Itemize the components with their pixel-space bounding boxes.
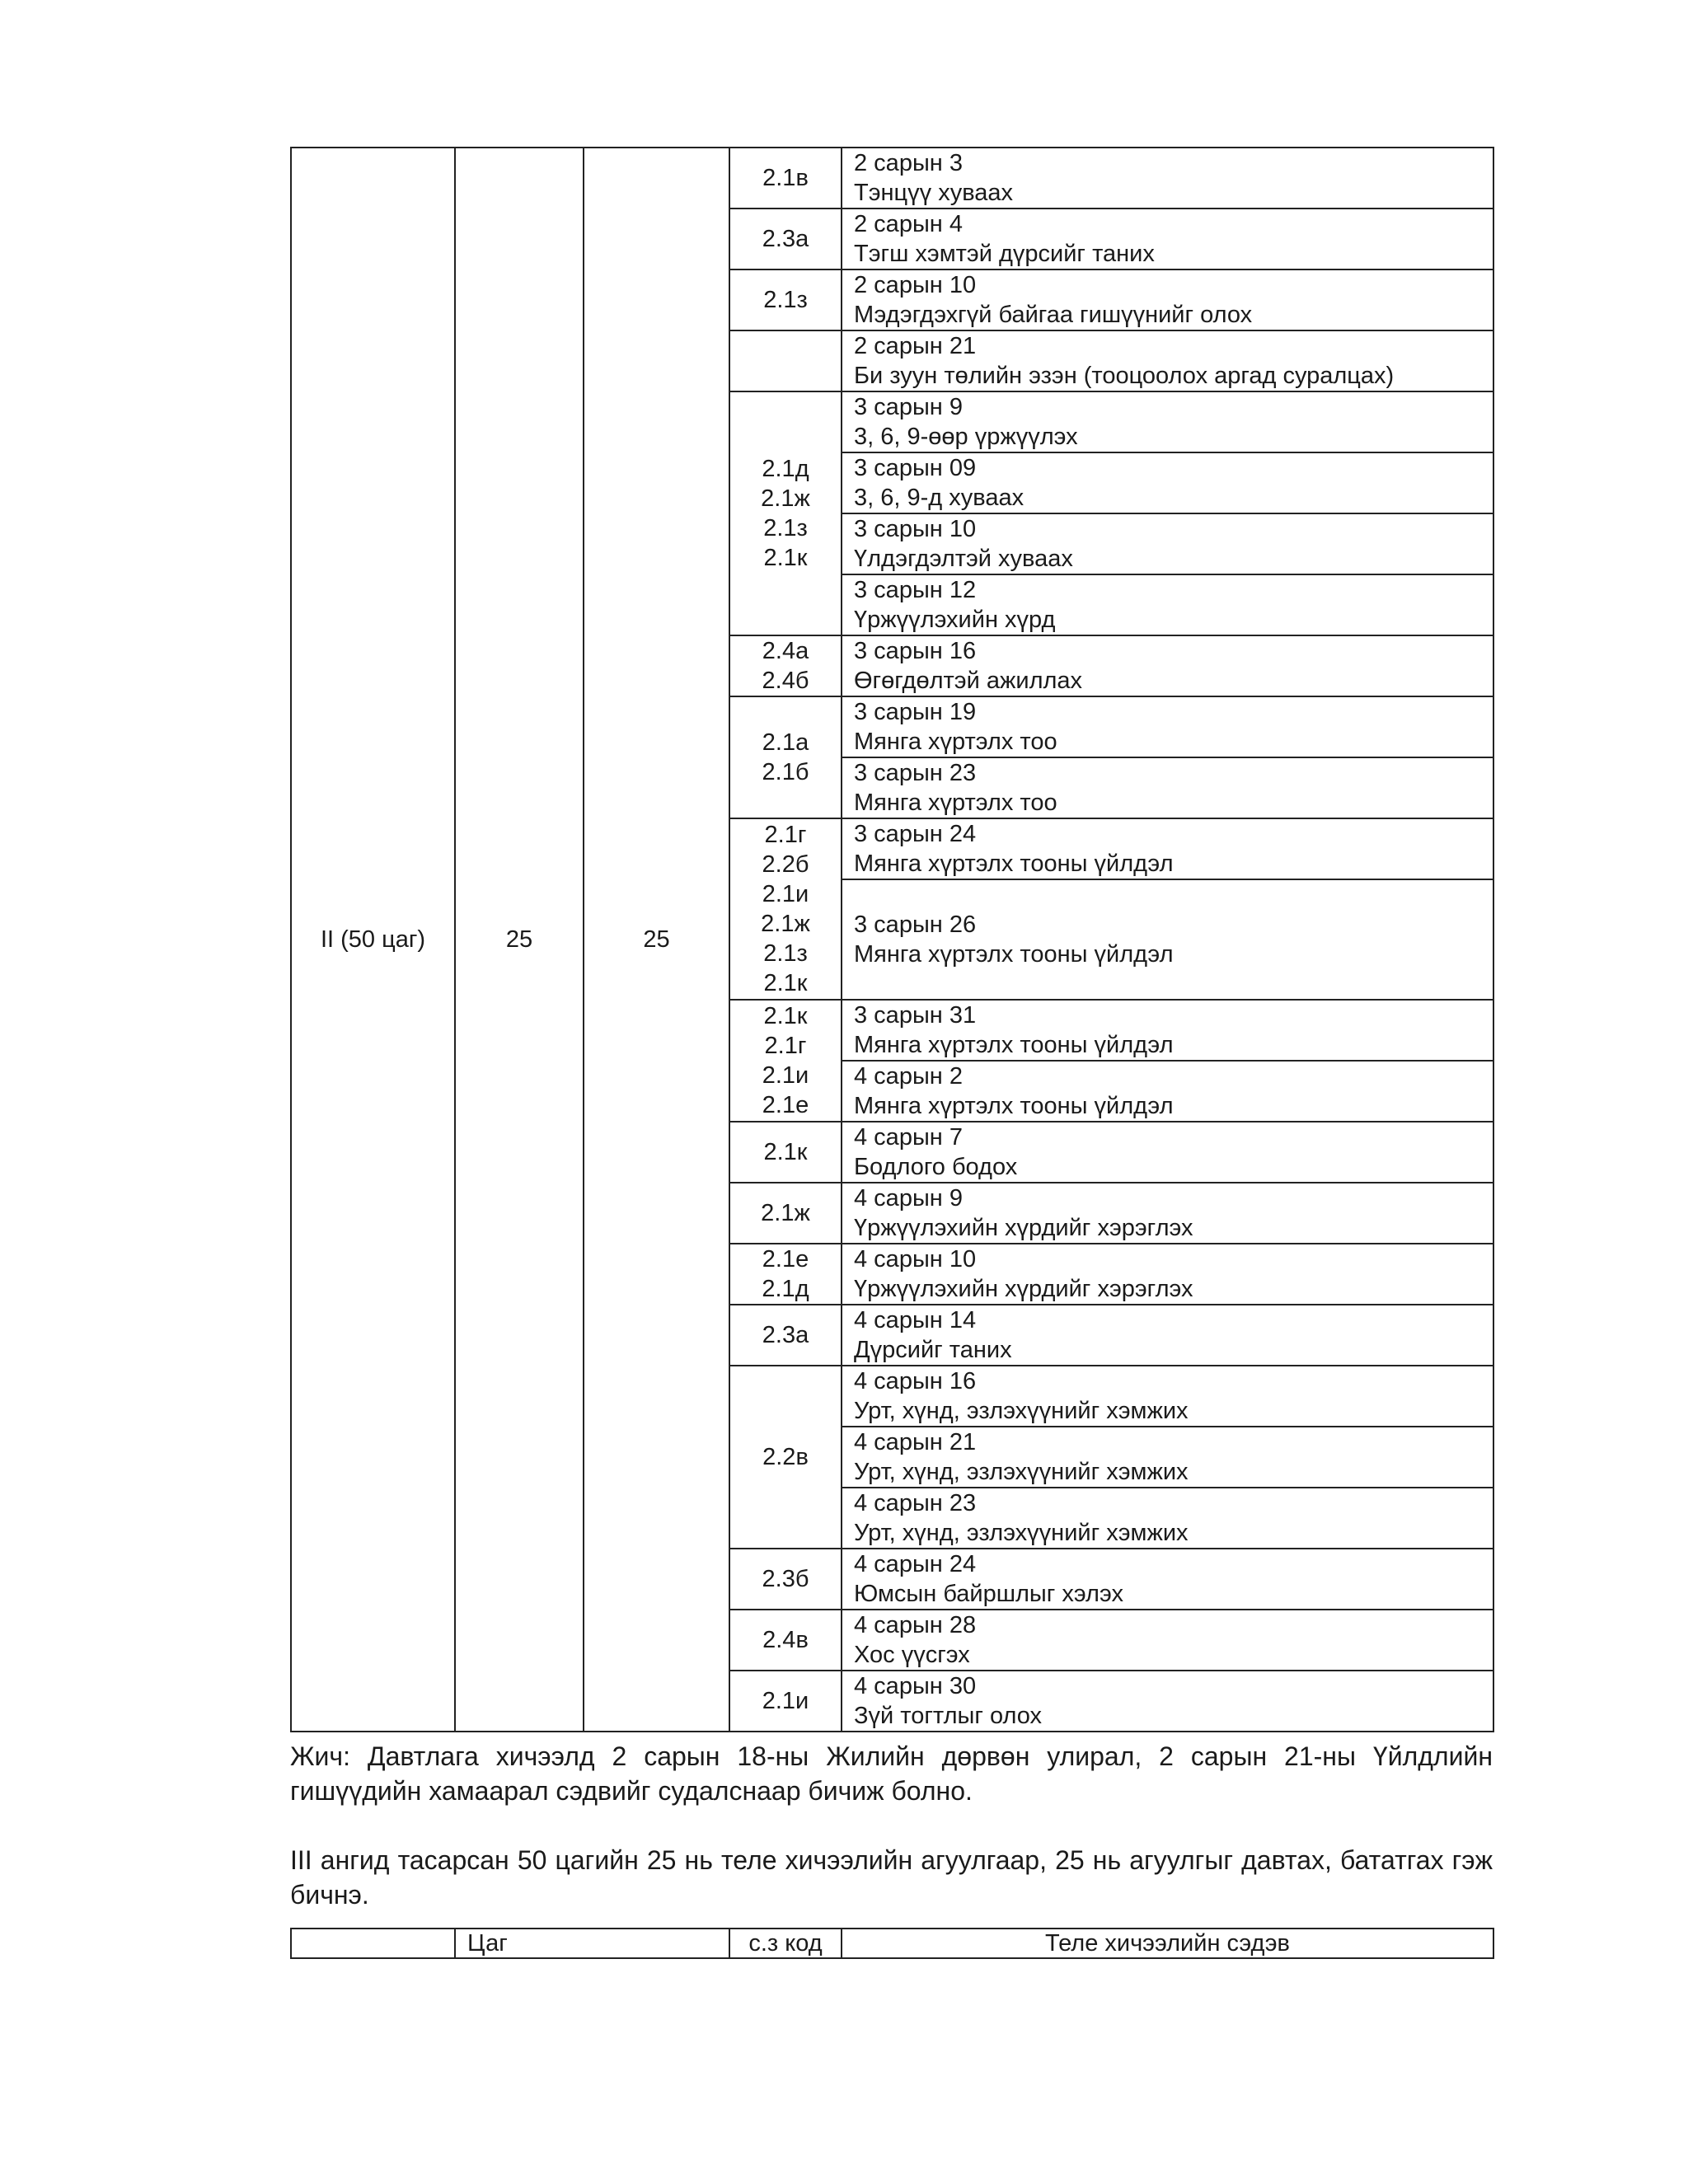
code-cell [729, 1183, 842, 1244]
topic-cell [842, 330, 1493, 391]
lesson-title: Тэгш хэмтэй дүрсийг таних [854, 241, 1155, 267]
topic-cell [842, 1366, 1493, 1427]
code-cell [729, 209, 842, 269]
lesson-title: Бодлого бодох [854, 1154, 1018, 1180]
code-cell [729, 1549, 842, 1610]
lesson-date: 4 сарын 23 [854, 1490, 977, 1516]
lesson-date: 4 сарын 9 [854, 1185, 963, 1212]
code-label: 2.1г [764, 822, 807, 848]
lesson-title: Үлдэгдэлтэй хуваах [854, 546, 1073, 572]
topic-cell [842, 391, 1493, 452]
hours-a-cell: 25 [455, 148, 584, 1732]
lesson-date: 3 сарын 16 [854, 638, 977, 664]
topic-cell [842, 757, 1493, 818]
code-label: 2.4в [762, 1627, 809, 1653]
tele-lesson-header-table [290, 1928, 1494, 1959]
note-paragraph: Жич: Давтлага хичээлд 2 сарын 18-ны Жилийн дөрвөн улирал, 2 сарын 21-ны Үйлдлийн гишүүдийн хамаарал сэдвийг судалснаар бичиж болно. [290, 1741, 1493, 1806]
header-cell-hours: Цаг [455, 1929, 729, 1958]
lesson-date: 3 сарын 23 [854, 760, 977, 786]
topic-cell [842, 818, 1493, 879]
code-label: 2.1к [763, 970, 808, 996]
lesson-date: 4 сарын 16 [854, 1368, 977, 1394]
topic-cell [842, 1244, 1493, 1305]
code-label: 2.1г [764, 1033, 807, 1059]
lesson-date: 4 сарын 21 [854, 1429, 977, 1455]
code-label: 2.1и [762, 1062, 809, 1089]
code-cell [729, 1610, 842, 1671]
topic-cell [842, 1305, 1493, 1366]
code-label: 2.1к [763, 545, 808, 571]
lesson-title: Мянга хүртэлх тооны үйлдэл [854, 941, 1174, 968]
code-cell [729, 391, 842, 635]
code-label: 2.1д [762, 1276, 809, 1302]
code-cell [729, 1671, 842, 1732]
lesson-title: Дүрсийг таних [854, 1337, 1012, 1363]
code-label: 2.1з [763, 940, 808, 967]
code-label: 2.1в [762, 165, 809, 191]
topic-cell [842, 574, 1493, 635]
lesson-title: Би зуун төлийн эзэн (тооцоолох аргад суралцах) [854, 363, 1395, 389]
code-label: 2.1к [763, 1003, 808, 1029]
code-cell [729, 1244, 842, 1305]
schedule-table-body [291, 148, 1493, 1732]
lesson-title: Мянга хүртэлх тооны үйлдэл [854, 1032, 1174, 1058]
code-label: 2.1ж [761, 911, 810, 937]
topic-cell [842, 1061, 1493, 1122]
code-label: 2.1и [762, 881, 809, 907]
code-label: 2.1д [762, 456, 809, 482]
topic-cell [842, 1183, 1493, 1244]
topic-cell [842, 1549, 1493, 1610]
code-cell [729, 1122, 842, 1183]
lesson-date: 2 сарын 10 [854, 272, 977, 298]
topic-cell [842, 1488, 1493, 1549]
code-label: 2.4а [762, 638, 809, 664]
code-label: 2.1а [762, 729, 809, 756]
code-label: 2.4б [762, 668, 809, 694]
instruction-paragraph: III ангид тасарсан 50 цагийн 25 нь теле хичээлийн агуулгаар, 25 нь агуулгыг давтах, бататгах гэж бичнэ. [290, 1845, 1493, 1910]
topic-cell [842, 513, 1493, 574]
header-cell-code: с.з код [729, 1929, 842, 1958]
lesson-title: Зүй тогтлыг олох [854, 1703, 1043, 1729]
lesson-date: 2 сарын 4 [854, 211, 963, 237]
code-label: 2.1ж [761, 1200, 810, 1226]
code-label: 2.3б [762, 1566, 809, 1592]
lesson-title: Мэдэгдэхгүй байгаа гишүүнийг олох [854, 302, 1253, 328]
lesson-date: 3 сарын 26 [854, 912, 977, 938]
code-cell [729, 635, 842, 696]
lesson-date: 3 сарын 10 [854, 516, 977, 542]
topic-cell [842, 452, 1493, 513]
code-label: 2.1з [763, 515, 808, 541]
lesson-title: Мянга хүртэлх тооны үйлдэл [854, 851, 1174, 877]
lesson-date: 4 сарын 10 [854, 1246, 977, 1272]
table-row [291, 148, 1493, 209]
lesson-title: Үржүүлэхийн хүрдийг хэрэглэх [854, 1276, 1193, 1302]
code-cell [729, 696, 842, 818]
lesson-date: 3 сарын 24 [854, 821, 977, 847]
lesson-date: 3 сарын 09 [854, 455, 977, 481]
lesson-date: 4 сарын 14 [854, 1307, 977, 1333]
lesson-title: Тэнцүү хуваах [854, 180, 1014, 206]
header-cell-topic: Теле хичээлийн сэдэв [842, 1929, 1493, 1958]
lesson-title: Мянга хүртэлх тоо [854, 729, 1057, 755]
topic-cell [842, 1000, 1493, 1061]
topic-cell [842, 148, 1493, 209]
lesson-date: 3 сарын 9 [854, 394, 963, 420]
code-cell [729, 330, 842, 391]
code-label: 2.1б [762, 759, 809, 785]
lesson-title: Юмсын байршлыг хэлэх [854, 1581, 1123, 1607]
lesson-title: Урт, хүнд, эзлэхүүнийг хэмжих [854, 1398, 1189, 1424]
lesson-date: 4 сарын 30 [854, 1673, 977, 1699]
lesson-date: 3 сарын 19 [854, 699, 977, 725]
lesson-title: 3, 6, 9-д хуваах [854, 485, 1025, 511]
hours-b-cell: 25 [584, 148, 729, 1732]
lesson-title: Урт, хүнд, эзлэхүүнийг хэмжих [854, 1459, 1189, 1485]
lesson-title: 3, 6, 9-өөр үржүүлэх [854, 424, 1078, 450]
lesson-title: Урт, хүнд, эзлэхүүнийг хэмжих [854, 1520, 1189, 1546]
topic-cell [842, 635, 1493, 696]
header-cell-blank [291, 1929, 455, 1958]
code-cell [729, 269, 842, 330]
topic-cell [842, 1122, 1493, 1183]
topic-cell [842, 879, 1493, 1000]
lesson-date: 3 сарын 12 [854, 577, 977, 603]
lesson-title: Хос үүсгэх [854, 1642, 970, 1668]
lesson-date: 4 сарын 24 [854, 1551, 977, 1577]
code-label: 2.1к [763, 1139, 808, 1165]
code-label: 2.1е [762, 1092, 809, 1118]
code-cell [729, 1366, 842, 1549]
code-label: 2.2в [762, 1444, 809, 1470]
topic-cell [842, 1671, 1493, 1732]
lesson-title: Мянга хүртэлх тооны үйлдэл [854, 1093, 1174, 1119]
topic-cell [842, 269, 1493, 330]
code-label: 2.3а [762, 226, 809, 252]
topic-cell [842, 1427, 1493, 1488]
code-label: 2.1и [762, 1688, 809, 1714]
lesson-date: 2 сарын 3 [854, 150, 963, 176]
header-row [291, 1929, 1493, 1958]
code-label: 2.1е [762, 1246, 809, 1272]
lesson-title: Өгөгдөлтэй ажиллах [854, 668, 1083, 694]
code-label: 2.1з [763, 287, 808, 313]
code-label: 2.1ж [761, 485, 810, 512]
code-cell [729, 1305, 842, 1366]
code-label: 2.3а [762, 1322, 809, 1348]
row-label-cell: II (50 цаг) [291, 148, 455, 1732]
lesson-date: 3 сарын 31 [854, 1002, 977, 1029]
code-cell [729, 148, 842, 209]
topic-cell [842, 696, 1493, 757]
topic-cell [842, 1610, 1493, 1671]
lesson-date: 4 сарын 2 [854, 1063, 963, 1090]
lesson-date: 4 сарын 28 [854, 1612, 977, 1638]
schedule-table [290, 147, 1494, 1732]
topic-cell [842, 209, 1493, 269]
lesson-title: Үржүүлэхийн хүрдийг хэрэглэх [854, 1215, 1193, 1241]
lesson-title: Мянга хүртэлх тоо [854, 790, 1057, 816]
code-cell [729, 818, 842, 1000]
code-cell [729, 1000, 842, 1122]
lesson-date: 4 сарын 7 [854, 1124, 963, 1151]
code-label: 2.2б [762, 851, 809, 878]
lesson-title: Үржүүлэхийн хүрд [854, 607, 1056, 633]
lesson-date: 2 сарын 21 [854, 333, 977, 359]
